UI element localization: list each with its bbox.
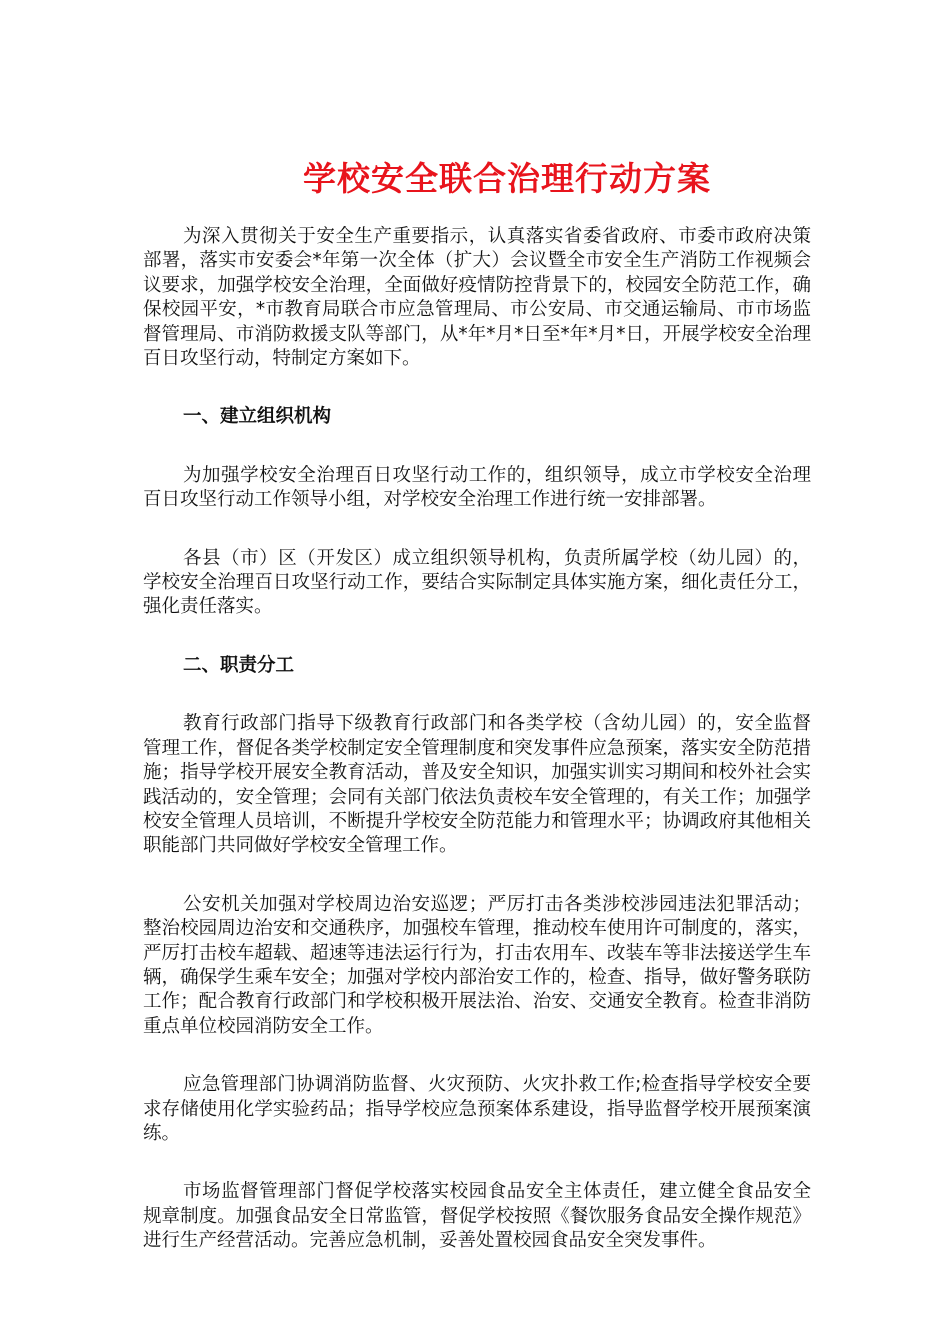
paragraph-leading-group: 为加强学校安全治理百日攻坚行动工作的，组织领导，成立市学校安全治理百日攻坚行动工作领导小组，对学校安全治理工作进行统一安排部署。	[143, 464, 811, 511]
document-title: 学校安全联合治理行动方案	[303, 159, 711, 198]
section-heading-responsibilities: 二、职责分工	[183, 654, 295, 676]
paragraph-market-supervision: 市场监督管理部门督促学校落实校园食品安全主体责任，建立健全食品安全规章制度。加强食品安全日常监管，督促学校按照《餐饮服务食品安全操作规范》进行生产经营活动。完善应急机制，妥善处置校园食品安全突发事件。	[143, 1181, 811, 1252]
paragraph-public-security: 公安机关加强对学校周边治安巡逻；严厉打击各类涉校涉园违法犯罪活动；整治校园周边治安和交通秩序，加强校车管理，推动校车使用许可制度的，落实，严厉打击校车超载、超速等违法运行行为，打击农用车、改装车等非法接送学生车辆，确保学生乘车安全；加强对学校内部治安工作的，检查、指导，做好警务联防工作；配合教育行政部门和学校积极开展法治、治安、交通安全教育。检查非消防重点单位校园消防安全工作。	[143, 893, 811, 1037]
document-body	[143, 225, 811, 1288]
paragraph-education-department: 教育行政部门指导下级教育行政部门和各类学校（含幼儿园）的，安全监督管理工作，督促各类学校制定安全管理制度和突发事件应急预案，落实安全防范措施；指导学校开展安全教育活动，普及安全知识，加强实训实习期间和校外社会实践活动的，安全管理；会同有关部门依法负责校车安全管理的，有关工作；加强学校安全管理人员培训，不断提升学校安全防范能力和管理水平；协调政府其他相关职能部门共同做好学校安全管理工作。	[143, 713, 811, 857]
section-heading-organization: 一、建立组织机构	[183, 406, 332, 428]
paragraph-emergency-management: 应急管理部门协调消防监督、火灾预防、火灾扑救工作;检查指导学校安全要求存储使用化学实验药品；指导学校应急预案体系建设，指导监督学校开展预案演练。	[143, 1074, 811, 1144]
paragraph-county-organization: 各县（市）区（开发区）成立组织领导机构，负责所属学校（幼儿园）的，学校安全治理百日攻坚行动工作，要结合实际制定具体实施方案，细化责任分工，强化责任落实。	[143, 547, 811, 618]
intro-paragraph: 为深入贯彻关于安全生产重要指示，认真落实省委省政府、市委市政府决策部署，落实市安委会*年第一次全体（扩大）会议暨全市安全生产消防工作视频会议要求，加强学校安全治理，全面做好疫情防控背景下的，校园安全防范工作，确保校园平安，*市教育局联合市应急管理局、市公安局、市交通运输局、市市场监督管理局、市消防救援支队等部门，从*年*月*日至*年*月*日，开展学校安全治理百日攻坚行动，特制定方案如下。	[143, 226, 811, 370]
